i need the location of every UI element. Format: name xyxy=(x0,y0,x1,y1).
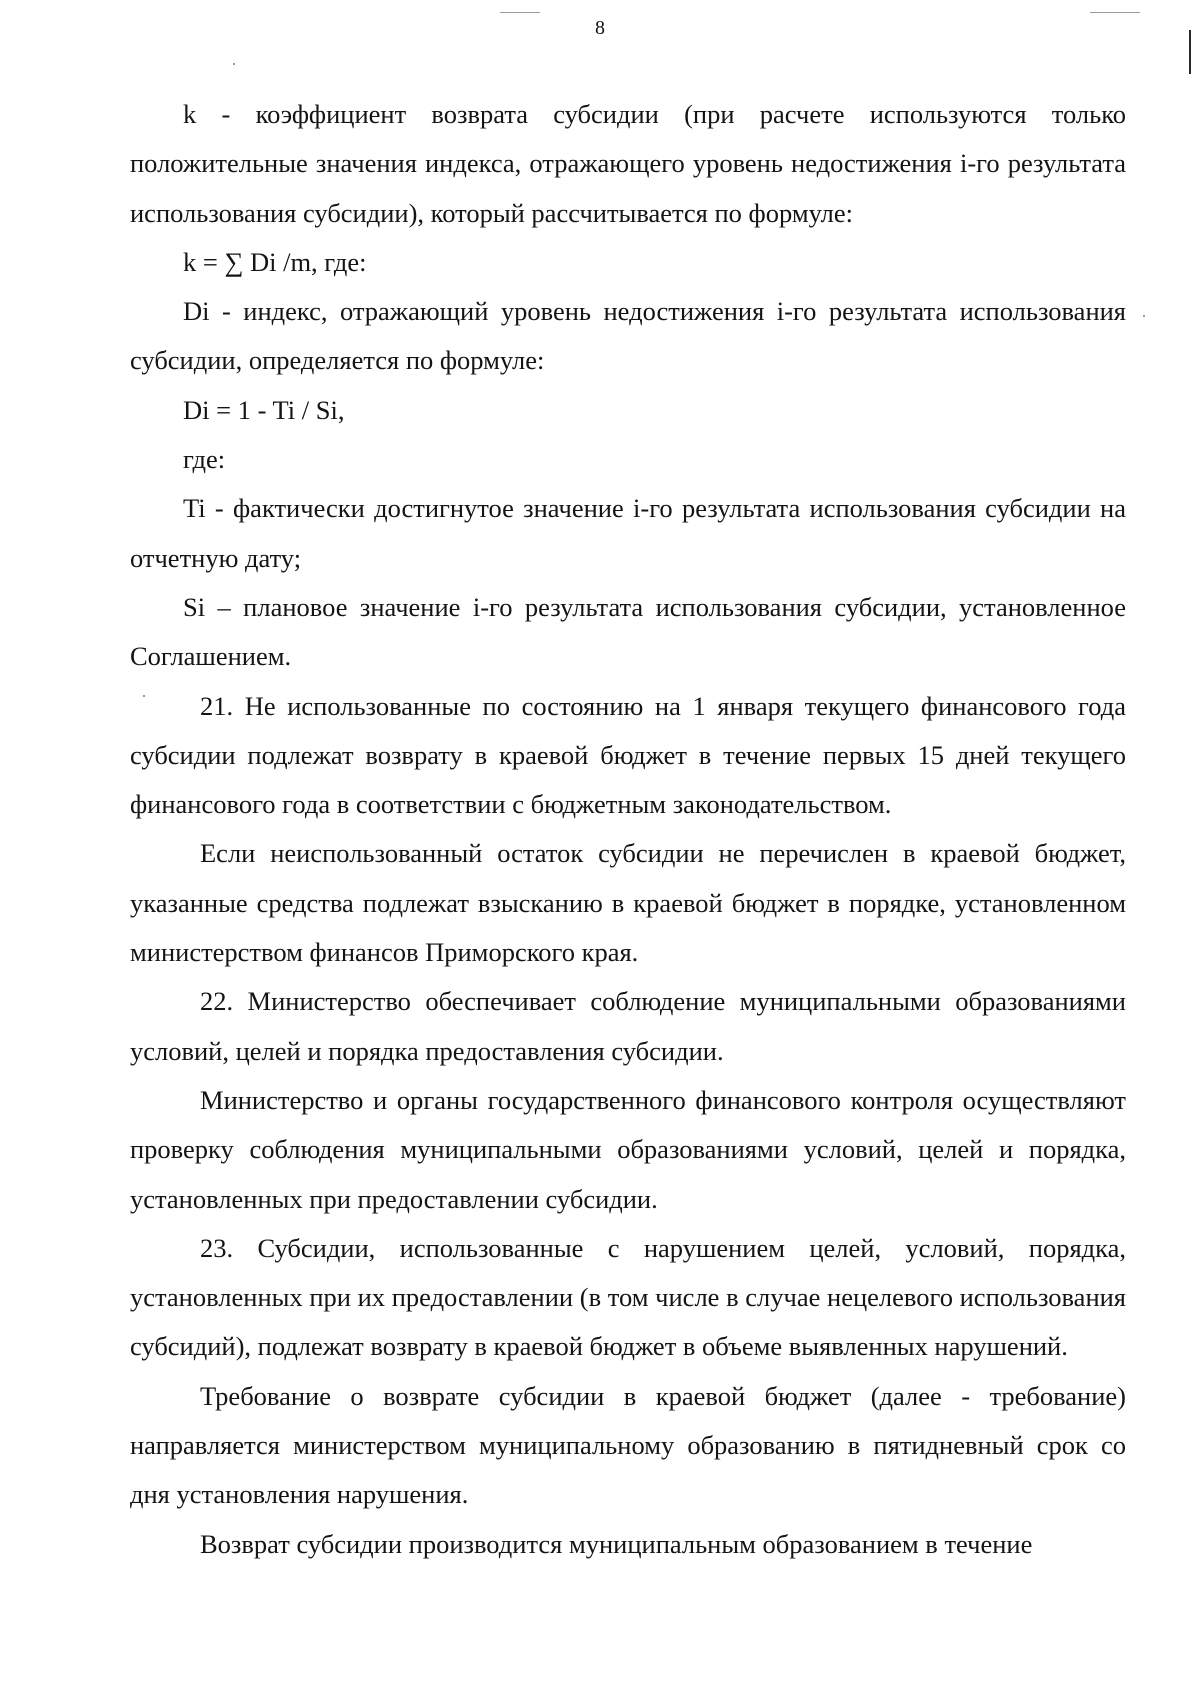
scan-artifact xyxy=(233,63,235,65)
formula-k: k = ∑ Di /m, где: xyxy=(183,246,367,277)
page-number: 8 xyxy=(595,17,605,39)
paragraph-si-definition: Si – плановое значение i-го результата использования субсидии, установленное Соглашением. xyxy=(130,591,1126,672)
scan-artifact xyxy=(1143,315,1145,317)
paragraph-ti-definition: Ti - фактически достигнутое значение i-го результата использования субсидии на отчетную дату; xyxy=(130,493,1126,573)
clause-22: 22. Министерство обеспечивает соблюдение муниципальными образованиями условий, целей и порядка предоставления субсидии. xyxy=(130,986,1126,1066)
clause-21: 21. Не использованные по состоянию на 1 января текущего финансового года субсидии подлежат возврату в краевой бюджет в течение первых 15 дней текущего финансового года в соответствии с бюджетным законодательством. xyxy=(130,690,1126,820)
scan-edge-mark xyxy=(1189,30,1191,74)
paragraph-di-definition: Di - индекс, отражающий уровень недостижения i-го результата использования субсидии, определяется по формуле: xyxy=(130,296,1126,376)
scan-artifact xyxy=(500,12,540,13)
document-body xyxy=(130,90,1126,1569)
clause-21-continuation: Если неиспользованный остаток субсидии не перечислен в краевой бюджет, указанные средства подлежат взысканию в краевой бюджет в порядке, установленном министерством финансов Приморского края. xyxy=(130,838,1126,968)
clause-23-requirement: Требование о возврате субсидии в краевой бюджет (далее - требование) направляется министерством муниципальному образованию в пятидневный срок со дня установления нарушения. xyxy=(130,1380,1126,1510)
clause-22-continuation: Министерство и органы государственного финансового контроля осуществляют проверку соблюдения муниципальными образованиями условий, целей и порядка, установленных при предоставлении субсидии. xyxy=(130,1084,1126,1214)
scan-artifact xyxy=(1090,12,1140,13)
formula-di: Di = 1 - Ti / Si, xyxy=(183,394,345,425)
paragraph-k-definition: k - коэффициент возврата субсидии (при расчете используются только положительные значения индекса, отражающего уровень недостижения i-го результата использования субсидии), который рассчитывается по формуле: xyxy=(130,99,1126,228)
clause-23-return: Возврат субсидии производится муниципальным образованием в течение xyxy=(200,1528,1033,1559)
where-label: где: xyxy=(183,444,226,475)
clause-23: 23. Субсидии, использованные с нарушением целей, условий, порядка, установленных при их предоставлении (в том числе в случае нецелевого использования субсидий), подлежат возврату в краевой бюджет в объеме выявленных нарушений. xyxy=(130,1232,1126,1362)
